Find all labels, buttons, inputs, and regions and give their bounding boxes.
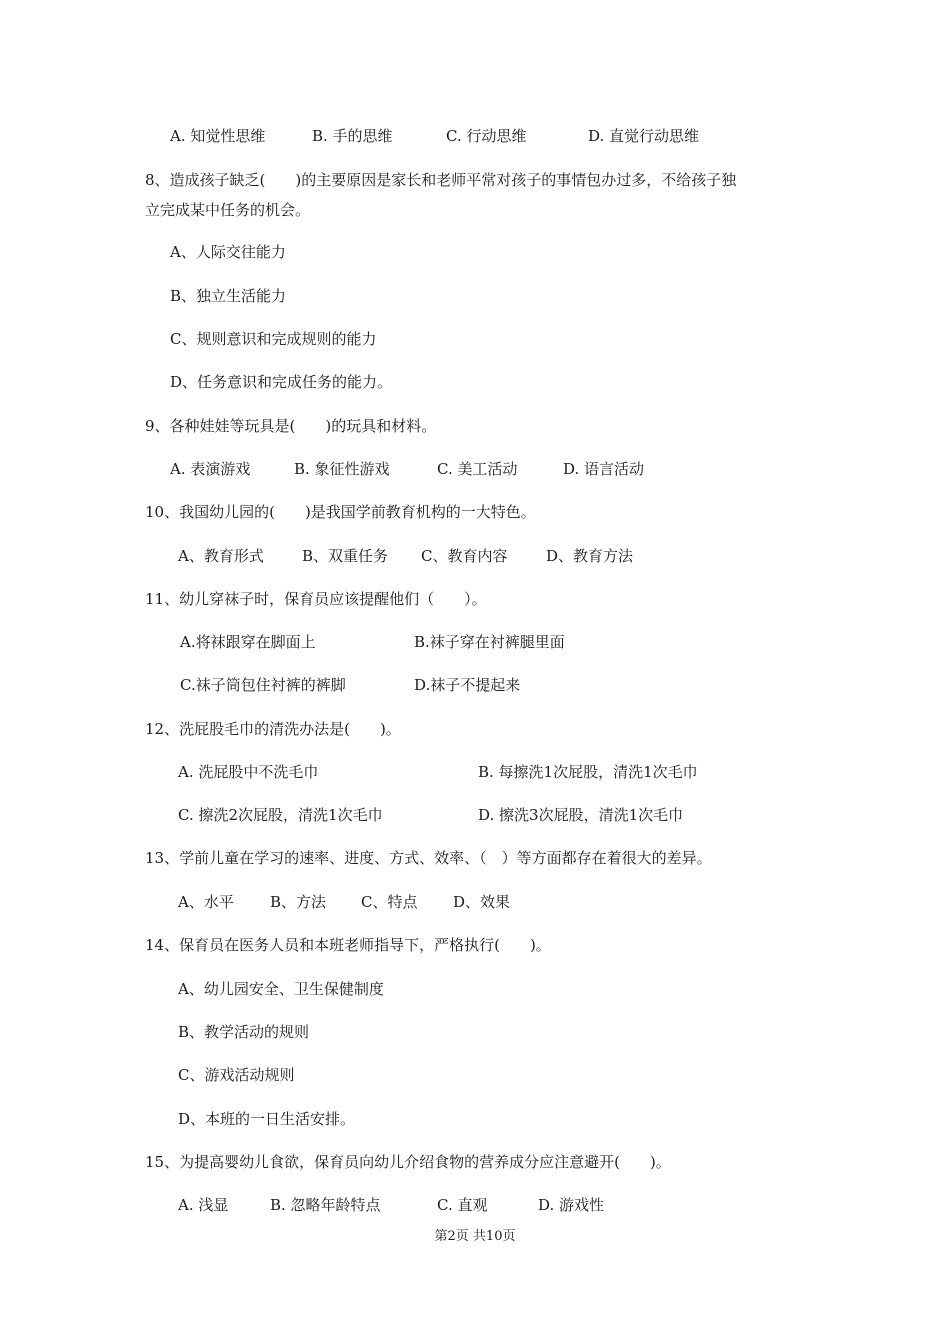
q11-option-b: B.袜子穿在衬裤腿里面 — [414, 633, 565, 651]
q15-question: 15、为提高婴幼儿食欲，保育员向幼儿介绍食物的营养成分应注意避开( )。 — [145, 1153, 671, 1171]
q8-option-b: B、独立生活能力 — [170, 287, 287, 305]
q13-option-b: B、方法 — [270, 893, 327, 911]
q12-option-b: B. 每擦洗1次屁股，清洗1次毛巾 — [478, 763, 698, 781]
q10-option-b: B、双重任务 — [302, 547, 389, 565]
q13-option-a: A、水平 — [178, 893, 234, 911]
q10-option-d: D、教育方法 — [546, 547, 634, 565]
q8-question-line1: 8、造成孩子缺乏( )的主要原因是家长和老师平常对孩子的事情包办过多，不给孩子独 — [145, 171, 737, 189]
q8-option-a: A、人际交往能力 — [170, 243, 286, 261]
q15-option-a: A. 浅显 — [178, 1196, 229, 1214]
q15-option-b: B. 忽略年龄特点 — [270, 1196, 381, 1214]
q8-option-c: C、规则意识和完成规则的能力 — [170, 330, 377, 348]
q9-option-d: D. 语言活动 — [563, 460, 645, 478]
q12-question: 12、洗屁股毛巾的清洗办法是( )。 — [145, 720, 401, 738]
q11-option-d: D.袜子不提起来 — [414, 676, 521, 694]
q12-option-c: C. 擦洗2次屁股，清洗1次毛巾 — [178, 806, 383, 824]
q10-option-c: C、教育内容 — [421, 547, 508, 565]
q13-option-c: C、特点 — [361, 893, 418, 911]
q7-option-d: D. 直觉行动思维 — [588, 127, 700, 145]
q7-option-b: B. 手的思维 — [312, 127, 393, 145]
q8-option-d: D、任务意识和完成任务的能力。 — [170, 373, 393, 391]
q12-option-d: D. 擦洗3次屁股，清洗1次毛巾 — [478, 806, 684, 824]
q14-option-d: D、本班的一日生活安排。 — [178, 1110, 356, 1128]
q10-option-a: A、教育形式 — [178, 547, 264, 565]
q15-option-c: C. 直观 — [437, 1196, 488, 1214]
q15-option-d: D. 游戏性 — [538, 1196, 605, 1214]
q13-option-d: D、效果 — [453, 893, 511, 911]
q11-option-c: C.袜子筒包住衬裤的裤脚 — [180, 676, 346, 694]
q10-question: 10、我国幼儿园的( )是我国学前教育机构的一大特色。 — [145, 503, 536, 521]
q11-question: 11、幼儿穿袜子时，保育员应该提醒他们（ ）。 — [145, 590, 487, 608]
q14-question: 14、保育员在医务人员和本班老师指导下，严格执行( )。 — [145, 936, 551, 954]
q12-option-a: A. 洗屁股中不洗毛巾 — [178, 763, 319, 781]
q9-option-b: B. 象征性游戏 — [294, 460, 390, 478]
q7-option-c: C. 行动思维 — [446, 127, 527, 145]
q13-question: 13、学前儿童在学习的速率、进度、方式、效率、（ ）等方面都存在着很大的差异。 — [145, 849, 712, 867]
q9-option-a: A. 表演游戏 — [170, 460, 251, 478]
q14-option-b: B、教学活动的规则 — [178, 1023, 310, 1041]
q8-question-line2: 立完成某中任务的机会。 — [145, 201, 311, 219]
page-footer: 第2页 共10页 — [434, 1229, 516, 1244]
q11-option-a: A.将袜跟穿在脚面上 — [180, 633, 316, 651]
q14-option-a: A、幼儿园安全、卫生保健制度 — [178, 980, 384, 998]
q14-option-c: C、游戏活动规则 — [178, 1066, 295, 1084]
q9-question: 9、各种娃娃等玩具是( )的玩具和材料。 — [145, 417, 437, 435]
q9-option-c: C. 美工活动 — [437, 460, 518, 478]
q7-option-a: A. 知觉性思维 — [170, 127, 266, 145]
